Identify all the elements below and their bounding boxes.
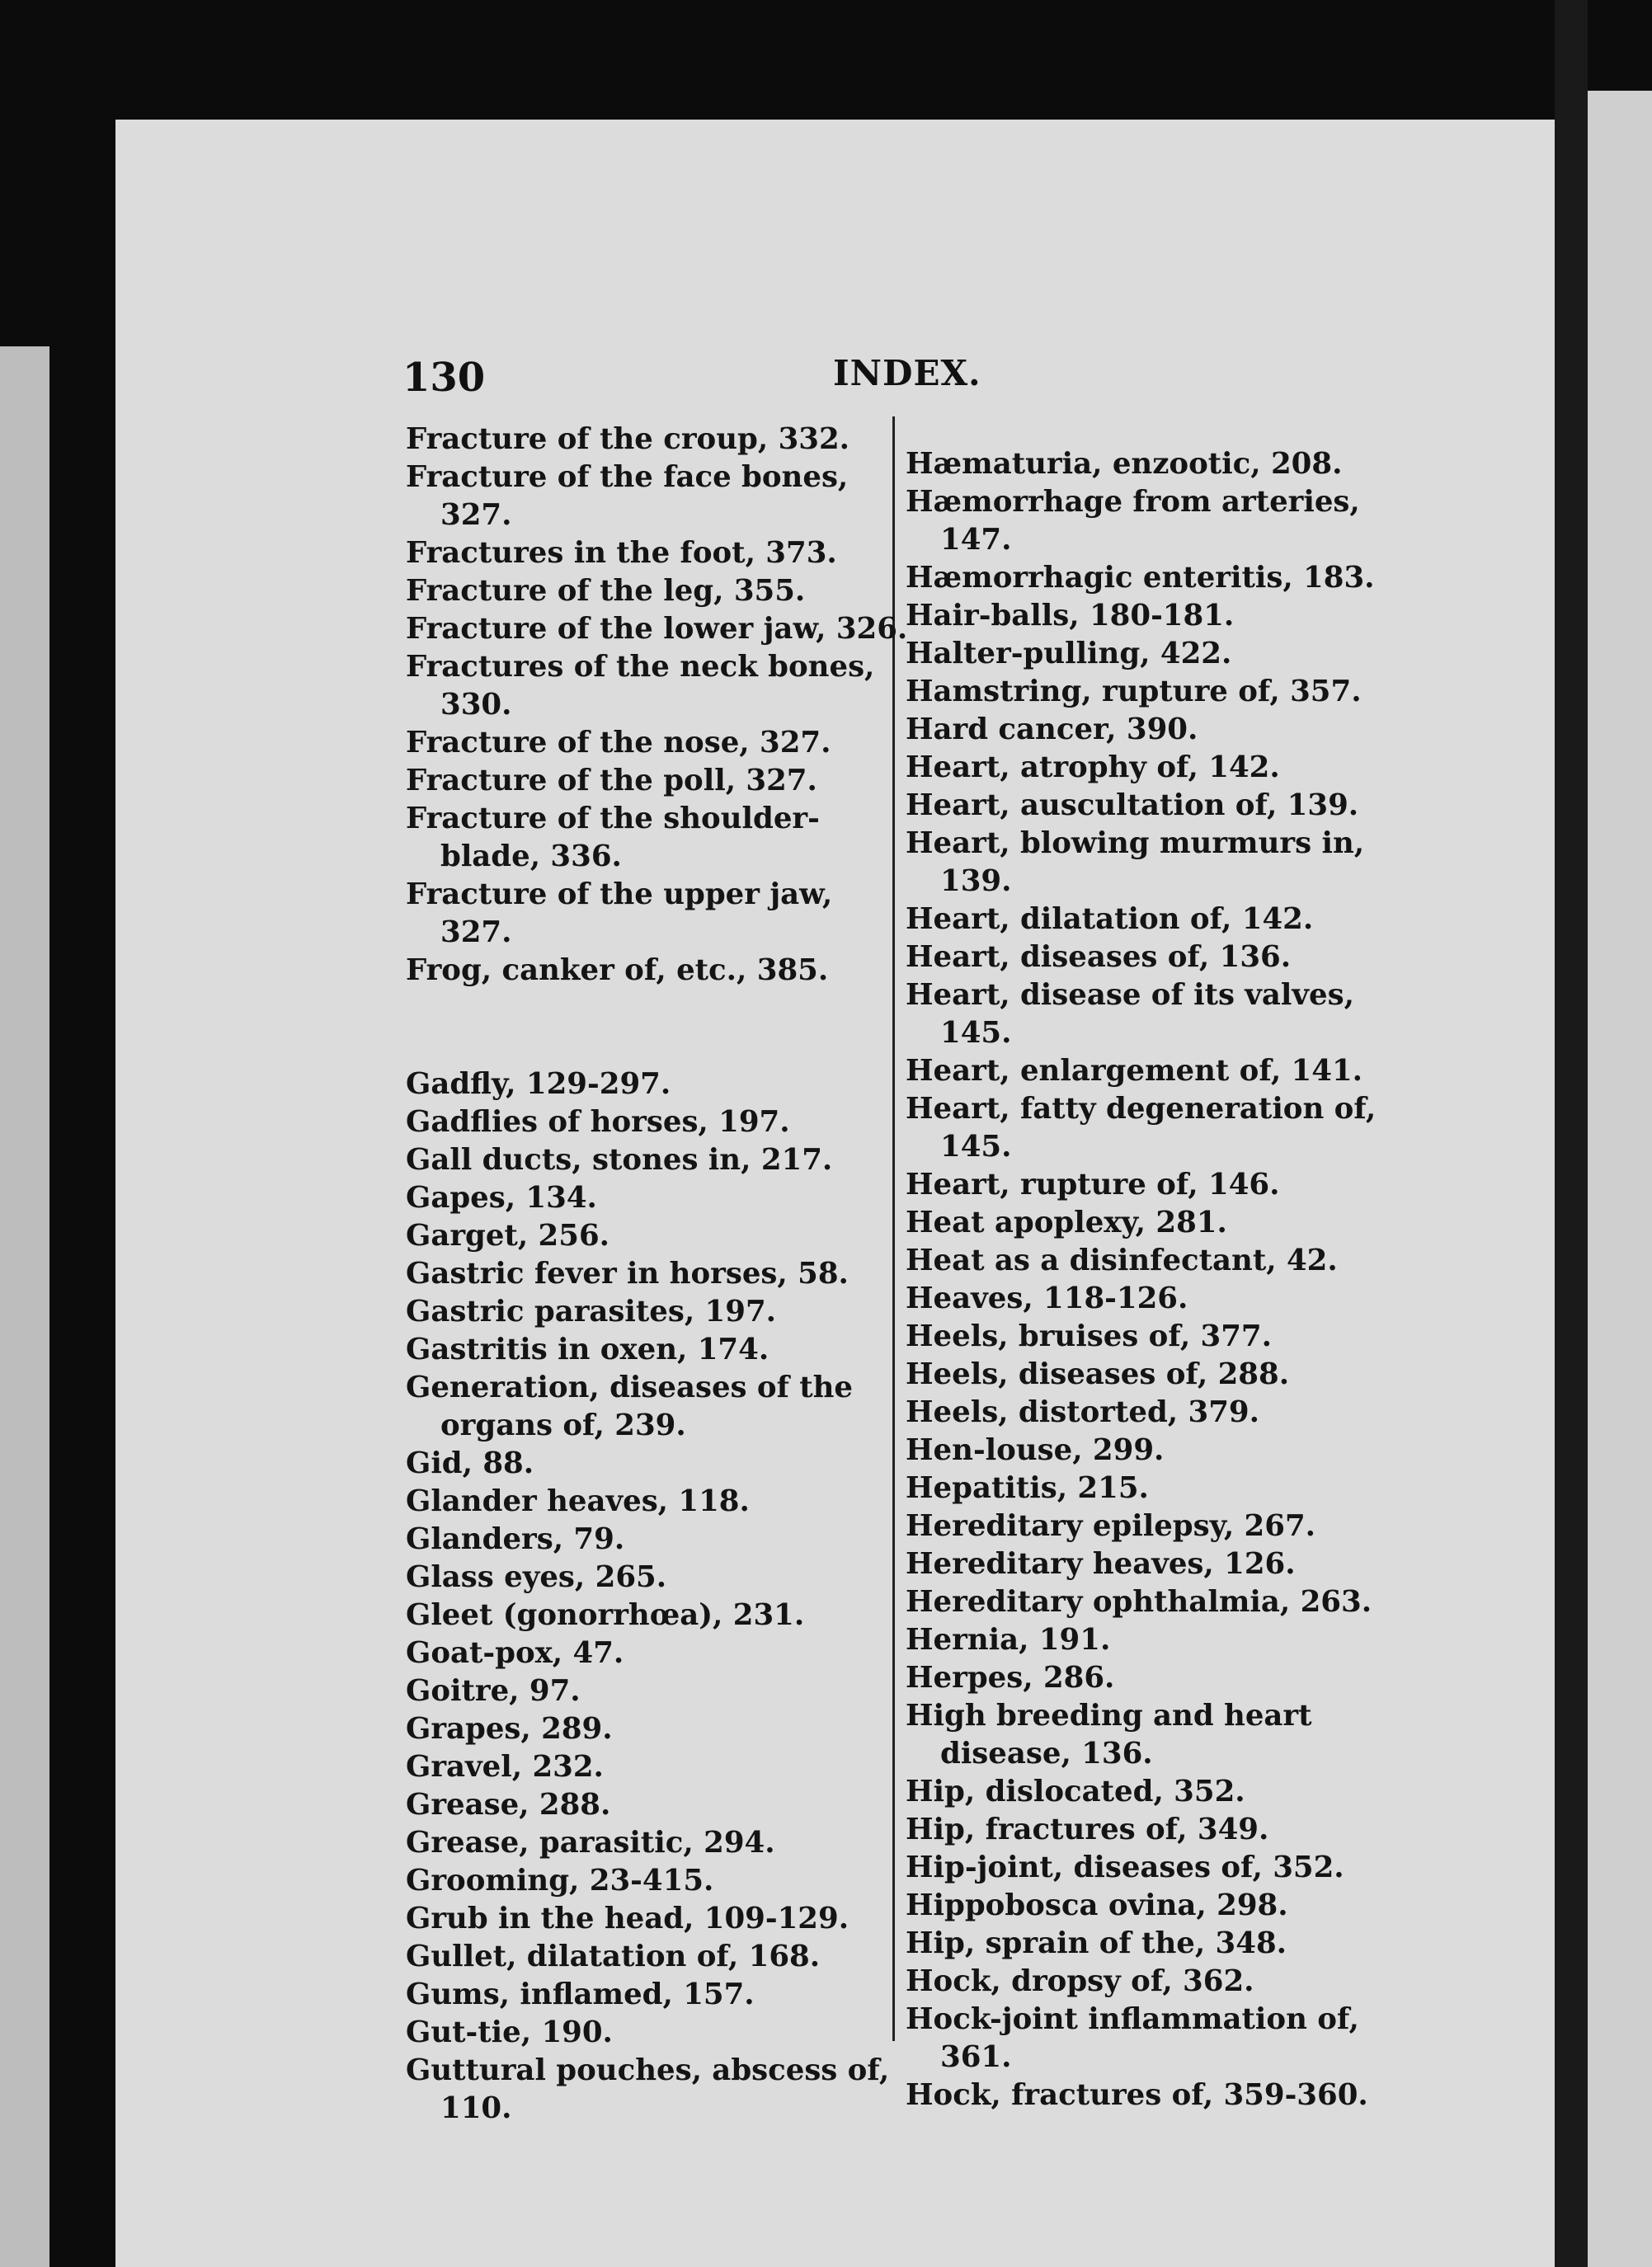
index-entry: Glass eyes, 265. [406, 1560, 667, 1594]
index-entry: Goat-pox, 47. [406, 1636, 624, 1670]
index-entry: Gut-tie, 190. [406, 2015, 613, 2049]
index-entry: Hereditary ophthalmia, 263. [906, 1585, 1372, 1619]
index-entry: Fracture of the nose, 327. [406, 726, 831, 760]
index-entry: Gums, inflamed, 157. [406, 1978, 755, 2011]
adjacent-page-left-edge [0, 346, 49, 2267]
index-entry: Fracture of the shoulder-blade, 336. [406, 802, 820, 873]
index-entry: Heart, fatty degeneration of, 145. [906, 1092, 1377, 1164]
index-entry: Heaves, 118-126. [906, 1282, 1188, 1315]
index-entry: Heels, distorted, 379. [906, 1395, 1259, 1429]
index-entry: Hereditary epilepsy, 267. [906, 1509, 1315, 1543]
index-entry: Gastritis in oxen, 174. [406, 1333, 770, 1366]
index-entry: Heart, auscultation of, 139. [906, 788, 1359, 822]
index-entry: Glanders, 79. [406, 1522, 625, 1556]
index-entry: Hæmorrhagic enteritis, 183. [906, 561, 1375, 595]
index-entry: Fracture of the croup, 332. [406, 422, 850, 456]
index-entry: Fractures in the foot, 373. [406, 536, 837, 570]
adjacent-page-right-edge [1588, 91, 1652, 2267]
index-entry: Herpes, 286. [906, 1661, 1115, 1695]
section-gap [406, 990, 909, 1065]
index-entry: Frog, canker of, etc., 385. [406, 953, 829, 987]
index-entry: Hamstring, rupture of, 357. [906, 675, 1362, 708]
index-entry: High breeding and heart disease, 136. [906, 1699, 1312, 1771]
index-entry: Guttural pouches, abscess of, 110. [406, 2053, 890, 2125]
running-head: INDEX. [833, 353, 981, 393]
index-entry: Hip, dislocated, 352. [906, 1775, 1245, 1808]
index-entry: Garget, 256. [406, 1219, 610, 1253]
index-entry: Grooming, 23-415. [406, 1864, 714, 1898]
index-entry: Heart, rupture of, 146. [906, 1168, 1280, 1202]
index-entry: Gleet (gonorrhœa), 231. [406, 1598, 805, 1632]
index-entry: Grease, parasitic, 294. [406, 1826, 775, 1860]
index-entry: Heart, dilatation of, 142. [906, 902, 1314, 936]
index-entry: Hæmaturia, enzootic, 208. [906, 447, 1343, 481]
index-entry: Glander heaves, 118. [406, 1484, 750, 1518]
page-number: 130 [402, 355, 486, 401]
index-group-f [406, 421, 909, 990]
index-entry: Fracture of the leg, 355. [406, 574, 806, 608]
index-entry: Hepatitis, 215. [906, 1471, 1149, 1505]
index-entry: Heart, disease of its valves, 145. [906, 978, 1354, 1050]
index-entry: Hard cancer, 390. [906, 713, 1198, 746]
index-entry: Gastric parasites, 197. [406, 1295, 777, 1329]
index-entry: Hernia, 191. [906, 1623, 1111, 1657]
index-entry: Heart, diseases of, 136. [906, 940, 1292, 974]
index-entry: Hæmorrhage from arteries, 147. [906, 485, 1360, 557]
index-entry: Hair-balls, 180-181. [906, 599, 1235, 633]
index-entry: Grapes, 289. [406, 1712, 613, 1746]
index-entry: Halter-pulling, 422. [906, 637, 1232, 670]
index-column-left [406, 421, 909, 2128]
index-entry: Hereditary heaves, 126. [906, 1547, 1296, 1581]
index-entry: Gall ducts, stones in, 217. [406, 1143, 833, 1177]
index-group-g [406, 1065, 909, 2128]
index-column-right [906, 445, 1425, 2114]
index-entry: Fracture of the poll, 327. [406, 764, 817, 797]
index-entry: Gadflies of horses, 197. [406, 1105, 790, 1139]
index-entry: Goitre, 97. [406, 1674, 581, 1708]
index-entry: Grub in the head, 109-129. [406, 1902, 850, 1935]
book-gutter-shadow [1555, 0, 1588, 2267]
index-entry: Fracture of the lower jaw, 326. [406, 612, 908, 646]
index-entry: Hip-joint, diseases of, 352. [906, 1851, 1344, 1884]
index-entry: Hen-louse, 299. [906, 1433, 1165, 1467]
index-entry: Fractures of the neck bones, 330. [406, 650, 875, 722]
index-entry: Grease, 288. [406, 1788, 611, 1822]
index-entry: Heart, blowing murmurs in, 139. [906, 826, 1365, 898]
index-entry: Fracture of the upper jaw, 327. [406, 877, 833, 949]
index-entry: Gid, 88. [406, 1446, 534, 1480]
index-entry: Hippobosca ovina, 298. [906, 1888, 1288, 1922]
index-entry: Gravel, 232. [406, 1750, 604, 1784]
index-entry: Hock-joint inflammation of, 361. [906, 2002, 1359, 2074]
index-entry: Hip, sprain of the, 348. [906, 1926, 1287, 1960]
index-entry: Gastric fever in horses, 58. [406, 1257, 849, 1291]
index-entry: Fracture of the face bones, 327. [406, 460, 849, 532]
index-entry: Heels, bruises of, 377. [906, 1319, 1272, 1353]
index-entry: Heart, enlargement of, 141. [906, 1054, 1363, 1088]
index-entry: Hock, fractures of, 359-360. [906, 2078, 1368, 2112]
index-entry: Generation, diseases of the organs of, 239. [406, 1371, 853, 1442]
index-entry: Heart, atrophy of, 142. [906, 750, 1280, 784]
index-entry: Heat as a disinfectant, 42. [906, 1244, 1338, 1277]
index-entry: Hip, fractures of, 349. [906, 1813, 1269, 1846]
index-entry: Gullet, dilatation of, 168. [406, 1940, 821, 1973]
index-entry: Gadfly, 129-297. [406, 1067, 671, 1101]
index-entry: Heat apoplexy, 281. [906, 1206, 1227, 1239]
index-entry: Hock, dropsy of, 362. [906, 1964, 1254, 1998]
index-entry: Heels, diseases of, 288. [906, 1357, 1290, 1391]
index-entry: Gapes, 134. [406, 1181, 597, 1215]
